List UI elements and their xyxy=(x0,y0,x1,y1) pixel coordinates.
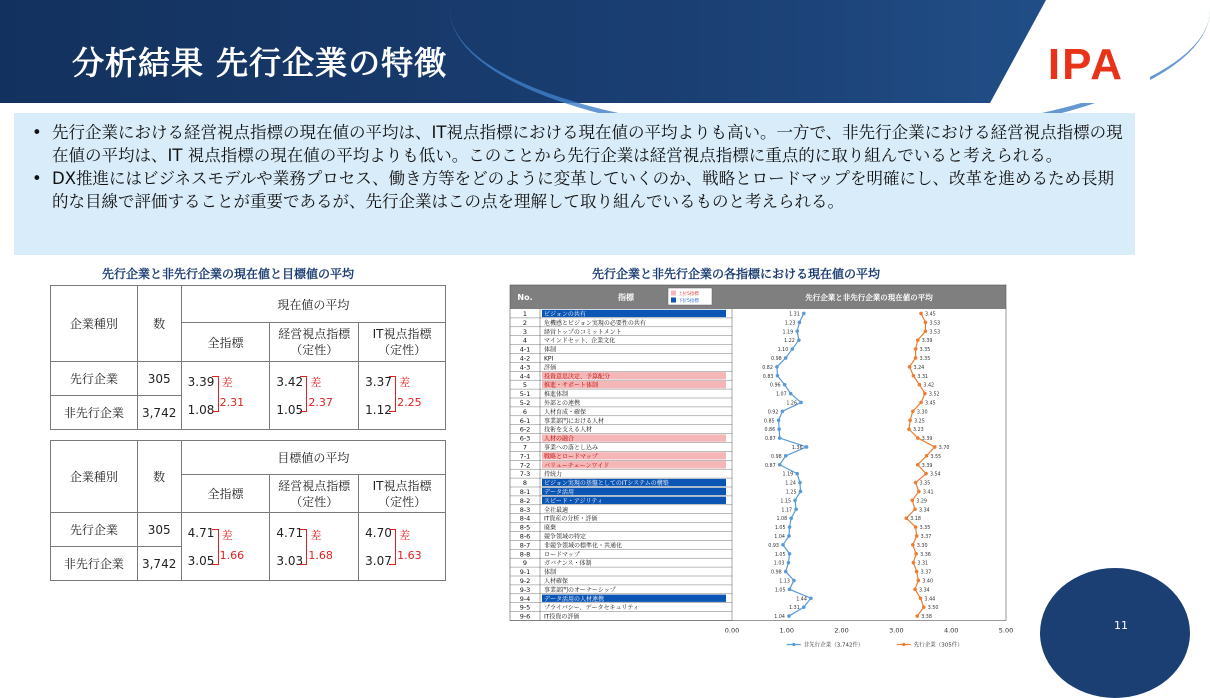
diff-label: 差 xyxy=(221,529,233,542)
row-number: 4-1 xyxy=(519,345,531,354)
data-point xyxy=(917,579,921,583)
data-point xyxy=(781,543,785,547)
row-number: 5-2 xyxy=(519,399,531,407)
row-count: 305 xyxy=(137,513,181,547)
data-point xyxy=(908,365,912,369)
data-label: 1.22 xyxy=(784,339,795,345)
data-point xyxy=(799,401,803,405)
bullet-text: 先行企業における経営視点指標の現在値の平均は、IT視点指標における現在値の平均よりも高い。一方で、非先行企業における経営視点指標の現在値の平均は、IT 視点指標の現在値の平均よりも低い。このことから先行企業は経営視点指標に重点的に取り組んでいると考えられる。 xyxy=(52,123,1123,165)
row-number: 3 xyxy=(522,327,528,336)
data-point xyxy=(787,614,791,618)
data-label: 3.25 xyxy=(914,419,925,425)
data-label: 3.30 xyxy=(916,410,928,416)
row-label: 競争領域の特定 xyxy=(544,533,587,541)
data-label: 0.85 xyxy=(763,419,775,425)
row-type: 先行企業 xyxy=(51,362,138,396)
value-follower: 3.07 xyxy=(365,553,392,568)
col-type-header: 企業種別 xyxy=(51,441,138,513)
data-point xyxy=(922,605,926,609)
data-label: 1.31 xyxy=(789,606,800,612)
row-label: プライバシー、データセキュリティ xyxy=(544,604,639,612)
data-label: 3.41 xyxy=(922,490,934,496)
row-number: 9-5 xyxy=(519,603,531,612)
header-indicator: 指標 xyxy=(618,293,634,302)
row-label: 人材確保 xyxy=(544,578,569,585)
data-label: 3.45 xyxy=(925,401,936,407)
data-point xyxy=(916,338,920,342)
row-number: 9-2 xyxy=(519,577,531,585)
bullet-item xyxy=(24,121,1125,167)
row-count: 3,742 xyxy=(137,396,181,430)
row-label: 外部との連携 xyxy=(544,400,581,407)
value-follower: 1.12 xyxy=(365,402,392,417)
data-label: 1.36 xyxy=(791,445,803,451)
row-type: 非先行企業 xyxy=(51,547,138,581)
data-point xyxy=(915,534,919,538)
data-point xyxy=(914,481,918,485)
row-label: ビジョン実現の基盤としてのITシステムの構築 xyxy=(544,480,669,488)
data-point xyxy=(924,472,928,476)
data-label: 3.55 xyxy=(930,454,942,460)
data-label: 1.44 xyxy=(796,597,807,603)
data-point xyxy=(912,561,916,565)
data-label: 3.30 xyxy=(916,543,928,549)
data-label: 1.05 xyxy=(774,588,786,594)
data-label: 3.50 xyxy=(927,606,939,612)
data-label: 0.98 xyxy=(771,570,782,576)
data-point xyxy=(777,418,781,422)
bullet-dot-icon: • xyxy=(32,169,42,188)
data-point xyxy=(918,383,922,387)
diff-value: 1.66 xyxy=(219,549,245,562)
x-tick-label: 5.00 xyxy=(998,626,1014,635)
header-no: No. xyxy=(517,293,533,302)
data-point xyxy=(925,454,929,458)
data-label: 1.04 xyxy=(774,615,785,621)
diff-value: 2.31 xyxy=(219,396,245,409)
col-type-header: 企業種別 xyxy=(51,286,138,362)
row-number: 9 xyxy=(522,559,528,568)
data-point xyxy=(802,605,806,609)
data-label: 3.35 xyxy=(919,348,931,354)
data-point xyxy=(787,561,791,565)
current-average-table xyxy=(50,285,446,430)
data-point xyxy=(911,410,915,414)
data-point xyxy=(789,392,793,396)
data-label: 1.17 xyxy=(781,508,793,514)
data-label: 3.34 xyxy=(919,508,930,514)
row-number: 4 xyxy=(522,336,528,345)
data-label: 0.82 xyxy=(762,365,773,371)
data-point xyxy=(933,445,937,449)
corner-decoration xyxy=(1040,568,1190,698)
left-section-title: 先行企業と非先行企業の現在値と目標値の平均 xyxy=(102,267,355,281)
diff-value: 1.63 xyxy=(397,549,422,562)
row-number: 8-1 xyxy=(519,488,531,496)
data-point xyxy=(784,356,788,360)
data-point xyxy=(912,374,916,378)
data-point xyxy=(795,329,799,333)
data-point xyxy=(776,374,780,378)
row-label: 体制 xyxy=(544,346,557,354)
col-it-header: IT視点指標 （定性） xyxy=(359,475,446,513)
data-point xyxy=(805,445,809,449)
data-point xyxy=(916,436,920,440)
data-point xyxy=(904,516,908,520)
row-label: 事業部門における人材 xyxy=(544,417,605,425)
x-tick-label: 0.00 xyxy=(724,626,740,635)
legend-label: 先行企業（305件） xyxy=(913,642,963,649)
row-number: 8-2 xyxy=(519,496,531,505)
row-label: 全社最適 xyxy=(544,506,569,514)
row-label: 推進・サポート体制 xyxy=(544,382,599,390)
row-label: マインドセット、企業文化 xyxy=(544,337,616,345)
data-label: 1.03 xyxy=(773,561,785,567)
data-point xyxy=(916,463,920,467)
row-label: 廃棄 xyxy=(544,524,557,532)
data-label: 0.86 xyxy=(764,428,776,434)
data-label: 3.31 xyxy=(917,374,929,380)
data-point xyxy=(915,614,919,618)
data-point xyxy=(788,588,792,592)
row-number: 5 xyxy=(522,381,528,390)
data-label: 3.37 xyxy=(920,534,932,540)
row-number: 4-2 xyxy=(519,354,531,363)
row-label: ガバナンス・体制 xyxy=(544,560,592,568)
row-label: 持続力 xyxy=(544,471,563,479)
ipa-logo: IPA xyxy=(1047,40,1124,89)
row-number: 5-1 xyxy=(519,390,531,399)
data-point xyxy=(908,418,912,422)
data-point xyxy=(794,507,798,511)
row-number: 7-1 xyxy=(519,452,531,461)
data-point xyxy=(783,383,787,387)
cell-it xyxy=(359,362,446,430)
diff-value: 1.68 xyxy=(308,549,333,562)
value-leader: 3.42 xyxy=(276,374,304,389)
data-label: 1.26 xyxy=(786,401,798,407)
row-number: 8-8 xyxy=(519,550,531,559)
target-average-table xyxy=(50,440,446,581)
col-it-header: IT視点指標 （定性） xyxy=(359,323,446,362)
col-all-header: 全指標 xyxy=(181,475,270,513)
row-number: 7-2 xyxy=(519,461,531,470)
legend-bottom5: 下位5指標 xyxy=(678,299,699,304)
row-label: 体制 xyxy=(544,569,557,577)
data-label: 1.05 xyxy=(774,526,786,532)
diff-label: 差 xyxy=(310,529,322,542)
row-label: 事業部門のオーナーシップ xyxy=(544,586,616,594)
data-point xyxy=(798,481,802,485)
diff-value: 2.25 xyxy=(397,396,422,409)
cell-mgmt xyxy=(270,362,359,430)
data-label: 1.08 xyxy=(776,517,788,523)
summary-box xyxy=(14,113,1135,255)
data-label: 3.23 xyxy=(913,428,924,434)
row-number: 4-4 xyxy=(519,372,531,381)
data-label: 3.70 xyxy=(938,445,950,451)
value-follower: 3.05 xyxy=(187,553,215,568)
data-label: 3.35 xyxy=(919,356,931,362)
data-point xyxy=(784,454,788,458)
data-label: 0.87 xyxy=(764,463,776,469)
data-point xyxy=(913,507,917,511)
col-mgmt-header: 経営視点指標 （定性） xyxy=(270,475,359,513)
cell-all xyxy=(181,513,270,581)
bullet-item xyxy=(24,167,1125,213)
data-label: 3.38 xyxy=(921,615,932,621)
col-count-header: 数 xyxy=(137,286,181,362)
value-leader: 3.37 xyxy=(365,374,392,389)
indicator-comparison-chart xyxy=(510,285,1014,649)
data-label: 3.29 xyxy=(916,499,927,505)
data-label: 3.52 xyxy=(928,392,940,398)
data-point xyxy=(799,490,803,494)
row-number: 1 xyxy=(522,310,528,318)
data-point xyxy=(809,596,813,600)
data-point xyxy=(788,525,792,529)
row-number: 4-3 xyxy=(519,363,531,372)
bullet-text: DX推進にはビジネスモデルや業務プロセス、働き方等をどのように変革していくのか、戦略とロードマップを明確にし、改革を進めるため長期的な目線で評価することが重要であるが、先行企業はこの点を理解して取り組んでいるものと考えられる。 xyxy=(52,169,1115,211)
data-label: 1.05 xyxy=(774,552,786,558)
row-label: 非競争領域の標準化・共通化 xyxy=(544,542,623,550)
page-title: 分析結果 先行企業の特徴 xyxy=(72,44,448,82)
bullet-dot-icon: • xyxy=(32,123,42,142)
row-label: データ活用 xyxy=(544,489,575,496)
legend-marker xyxy=(902,643,905,646)
data-point xyxy=(924,329,928,333)
row-number: 8-5 xyxy=(519,523,531,532)
data-point xyxy=(798,321,802,325)
row-label: ビジョンの共有 xyxy=(544,311,586,318)
data-point xyxy=(789,516,793,520)
cell-mgmt xyxy=(270,513,359,581)
data-point xyxy=(781,410,785,414)
row-label: IT投資の評価 xyxy=(544,613,580,621)
data-point xyxy=(914,525,918,529)
x-tick-label: 2.00 xyxy=(834,626,849,635)
col-all-header: 全指標 xyxy=(181,323,270,362)
row-number: 6-1 xyxy=(519,416,531,425)
row-count: 3,742 xyxy=(137,547,181,581)
row-number: 9-6 xyxy=(519,612,531,621)
data-label: 3.53 xyxy=(929,330,941,336)
value-leader: 4.70 xyxy=(365,525,392,540)
data-label: 1.19 xyxy=(782,472,794,478)
data-label: 3.42 xyxy=(923,383,935,389)
row-number: 8-7 xyxy=(519,541,531,550)
header-chart-title: 先行企業と非先行企業の現在値の平均 xyxy=(805,293,933,302)
data-point xyxy=(917,490,921,494)
group-header: 目標値の平均 xyxy=(181,441,445,475)
row-number: 9-1 xyxy=(519,568,531,577)
row-label: 技術を支える人材 xyxy=(544,426,593,434)
row-number: 2 xyxy=(522,318,528,327)
legend-swatch-top xyxy=(671,291,676,296)
row-number: 6-3 xyxy=(519,434,531,443)
diff-label: 差 xyxy=(310,376,322,389)
page-number: 11 xyxy=(1114,619,1128,632)
data-point xyxy=(777,427,781,431)
row-number: 6-2 xyxy=(519,425,531,434)
data-point xyxy=(911,543,915,547)
row-label: 人材の融合 xyxy=(544,435,575,443)
row-type: 非先行企業 xyxy=(51,396,138,430)
data-label: 1.15 xyxy=(780,499,792,505)
data-label: 3.39 xyxy=(921,339,933,345)
data-label: 3.35 xyxy=(919,526,931,532)
value-leader: 4.71 xyxy=(276,525,304,540)
data-label: 3.53 xyxy=(929,321,941,327)
value-leader: 3.39 xyxy=(187,374,215,389)
row-number: 8-6 xyxy=(519,532,531,541)
row-number: 7-3 xyxy=(519,470,531,479)
legend-marker xyxy=(792,643,795,646)
row-number: 7 xyxy=(522,443,528,452)
data-label: 3.31 xyxy=(917,561,929,567)
row-label: 人材育成・確保 xyxy=(544,408,587,416)
row-number: 8 xyxy=(522,479,528,488)
data-point xyxy=(910,499,914,503)
cell-it xyxy=(359,513,446,581)
data-label: 0.83 xyxy=(762,374,774,380)
data-label: 0.98 xyxy=(771,356,782,362)
right-section-title: 先行企業と非先行企業の各指標における現在値の平均 xyxy=(592,267,881,281)
data-point xyxy=(907,427,911,431)
row-label: IT資産の分析・評価 xyxy=(544,515,598,523)
data-point xyxy=(923,392,927,396)
data-point xyxy=(914,347,918,351)
data-label: 3.24 xyxy=(913,365,925,371)
data-point xyxy=(919,312,923,316)
diff-value: 2.37 xyxy=(308,396,333,409)
row-label: データ活用の人材連携 xyxy=(544,595,605,603)
data-label: 3.44 xyxy=(924,597,936,603)
col-count-header: 数 xyxy=(137,441,181,513)
data-label: 0.87 xyxy=(764,437,776,443)
data-label: 0.96 xyxy=(769,383,781,389)
cell-all xyxy=(181,362,270,430)
data-point xyxy=(778,463,782,467)
data-point xyxy=(787,534,791,538)
data-label: 3.35 xyxy=(919,481,931,487)
row-type: 先行企業 xyxy=(51,513,138,547)
row-label: 危機感とビジョン実現の必要性の共有 xyxy=(544,319,646,327)
data-point xyxy=(915,570,919,574)
row-label: バリューチェーンワイド xyxy=(544,462,610,470)
diff-label: 差 xyxy=(399,529,411,542)
data-label: 3.40 xyxy=(922,579,934,585)
row-label: 事業への落とし込み xyxy=(544,444,599,452)
col-mgmt-header: 経営視点指標 （定性） xyxy=(270,323,359,362)
data-point xyxy=(913,588,917,592)
data-point xyxy=(797,338,801,342)
row-number: 8-3 xyxy=(519,505,531,514)
row-count: 305 xyxy=(137,362,181,396)
data-point xyxy=(919,401,923,405)
data-label: 3.37 xyxy=(920,570,932,576)
row-label: ロードマップ xyxy=(544,551,580,559)
data-point xyxy=(793,499,797,503)
data-point xyxy=(790,347,794,351)
diff-label: 差 xyxy=(399,376,411,389)
value-follower: 3.03 xyxy=(276,553,304,568)
data-point xyxy=(802,312,806,316)
data-label: 1.13 xyxy=(779,579,790,585)
row-label: 投資意思決定、予算配分 xyxy=(544,373,611,381)
data-label: 1.04 xyxy=(774,534,785,540)
group-header: 現在値の平均 xyxy=(181,286,445,323)
data-label: 1.25 xyxy=(785,490,797,496)
data-label: 0.92 xyxy=(767,410,779,416)
data-point xyxy=(792,579,796,583)
data-label: 1.31 xyxy=(789,312,800,318)
row-number: 9-3 xyxy=(519,585,531,594)
data-label: 3.39 xyxy=(921,437,933,443)
data-label: 3.18 xyxy=(910,517,921,523)
data-point xyxy=(775,365,779,369)
data-label: 3.34 xyxy=(919,588,930,594)
row-number: 9-4 xyxy=(519,594,531,603)
x-tick-label: 3.00 xyxy=(889,626,904,635)
row-label: 経営トップのコミットメント xyxy=(544,328,622,336)
data-point xyxy=(914,356,918,360)
data-label: 3.39 xyxy=(921,463,933,469)
x-tick-label: 1.00 xyxy=(779,626,795,635)
data-label: 1.23 xyxy=(784,321,796,327)
legend-label: 非先行企業（3,742件） xyxy=(803,642,864,649)
data-point xyxy=(795,472,799,476)
data-point xyxy=(919,596,923,600)
legend-swatch-bottom xyxy=(671,298,676,303)
value-follower: 1.08 xyxy=(187,402,215,417)
data-label: 1.07 xyxy=(775,392,787,398)
row-label: KPI xyxy=(544,355,554,363)
data-point xyxy=(784,570,788,574)
data-point xyxy=(914,552,918,556)
row-label: スピード・アジリティ xyxy=(544,497,603,505)
data-label: 0.98 xyxy=(771,454,782,460)
row-label: 評価 xyxy=(544,364,557,372)
data-label: 3.36 xyxy=(920,552,931,558)
data-point xyxy=(924,321,928,325)
data-label: 0.93 xyxy=(768,543,779,549)
row-number: 8-4 xyxy=(519,514,531,523)
value-follower: 1.05 xyxy=(276,402,304,417)
value-leader: 4.71 xyxy=(187,525,215,540)
x-tick-label: 4.00 xyxy=(943,626,959,635)
data-label: 1.24 xyxy=(785,481,796,487)
data-point xyxy=(778,436,782,440)
data-label: 3.45 xyxy=(925,312,936,318)
data-label: 3.54 xyxy=(929,472,941,478)
row-label: 推進体制 xyxy=(544,391,569,399)
data-label: 1.10 xyxy=(777,348,789,354)
data-label: 1.19 xyxy=(782,330,794,336)
data-point xyxy=(788,552,792,556)
row-label: 戦略とロードマップ xyxy=(544,453,598,461)
row-number: 6 xyxy=(522,407,528,416)
diff-label: 差 xyxy=(221,376,233,389)
legend-top5: 上位5指標 xyxy=(678,292,699,297)
